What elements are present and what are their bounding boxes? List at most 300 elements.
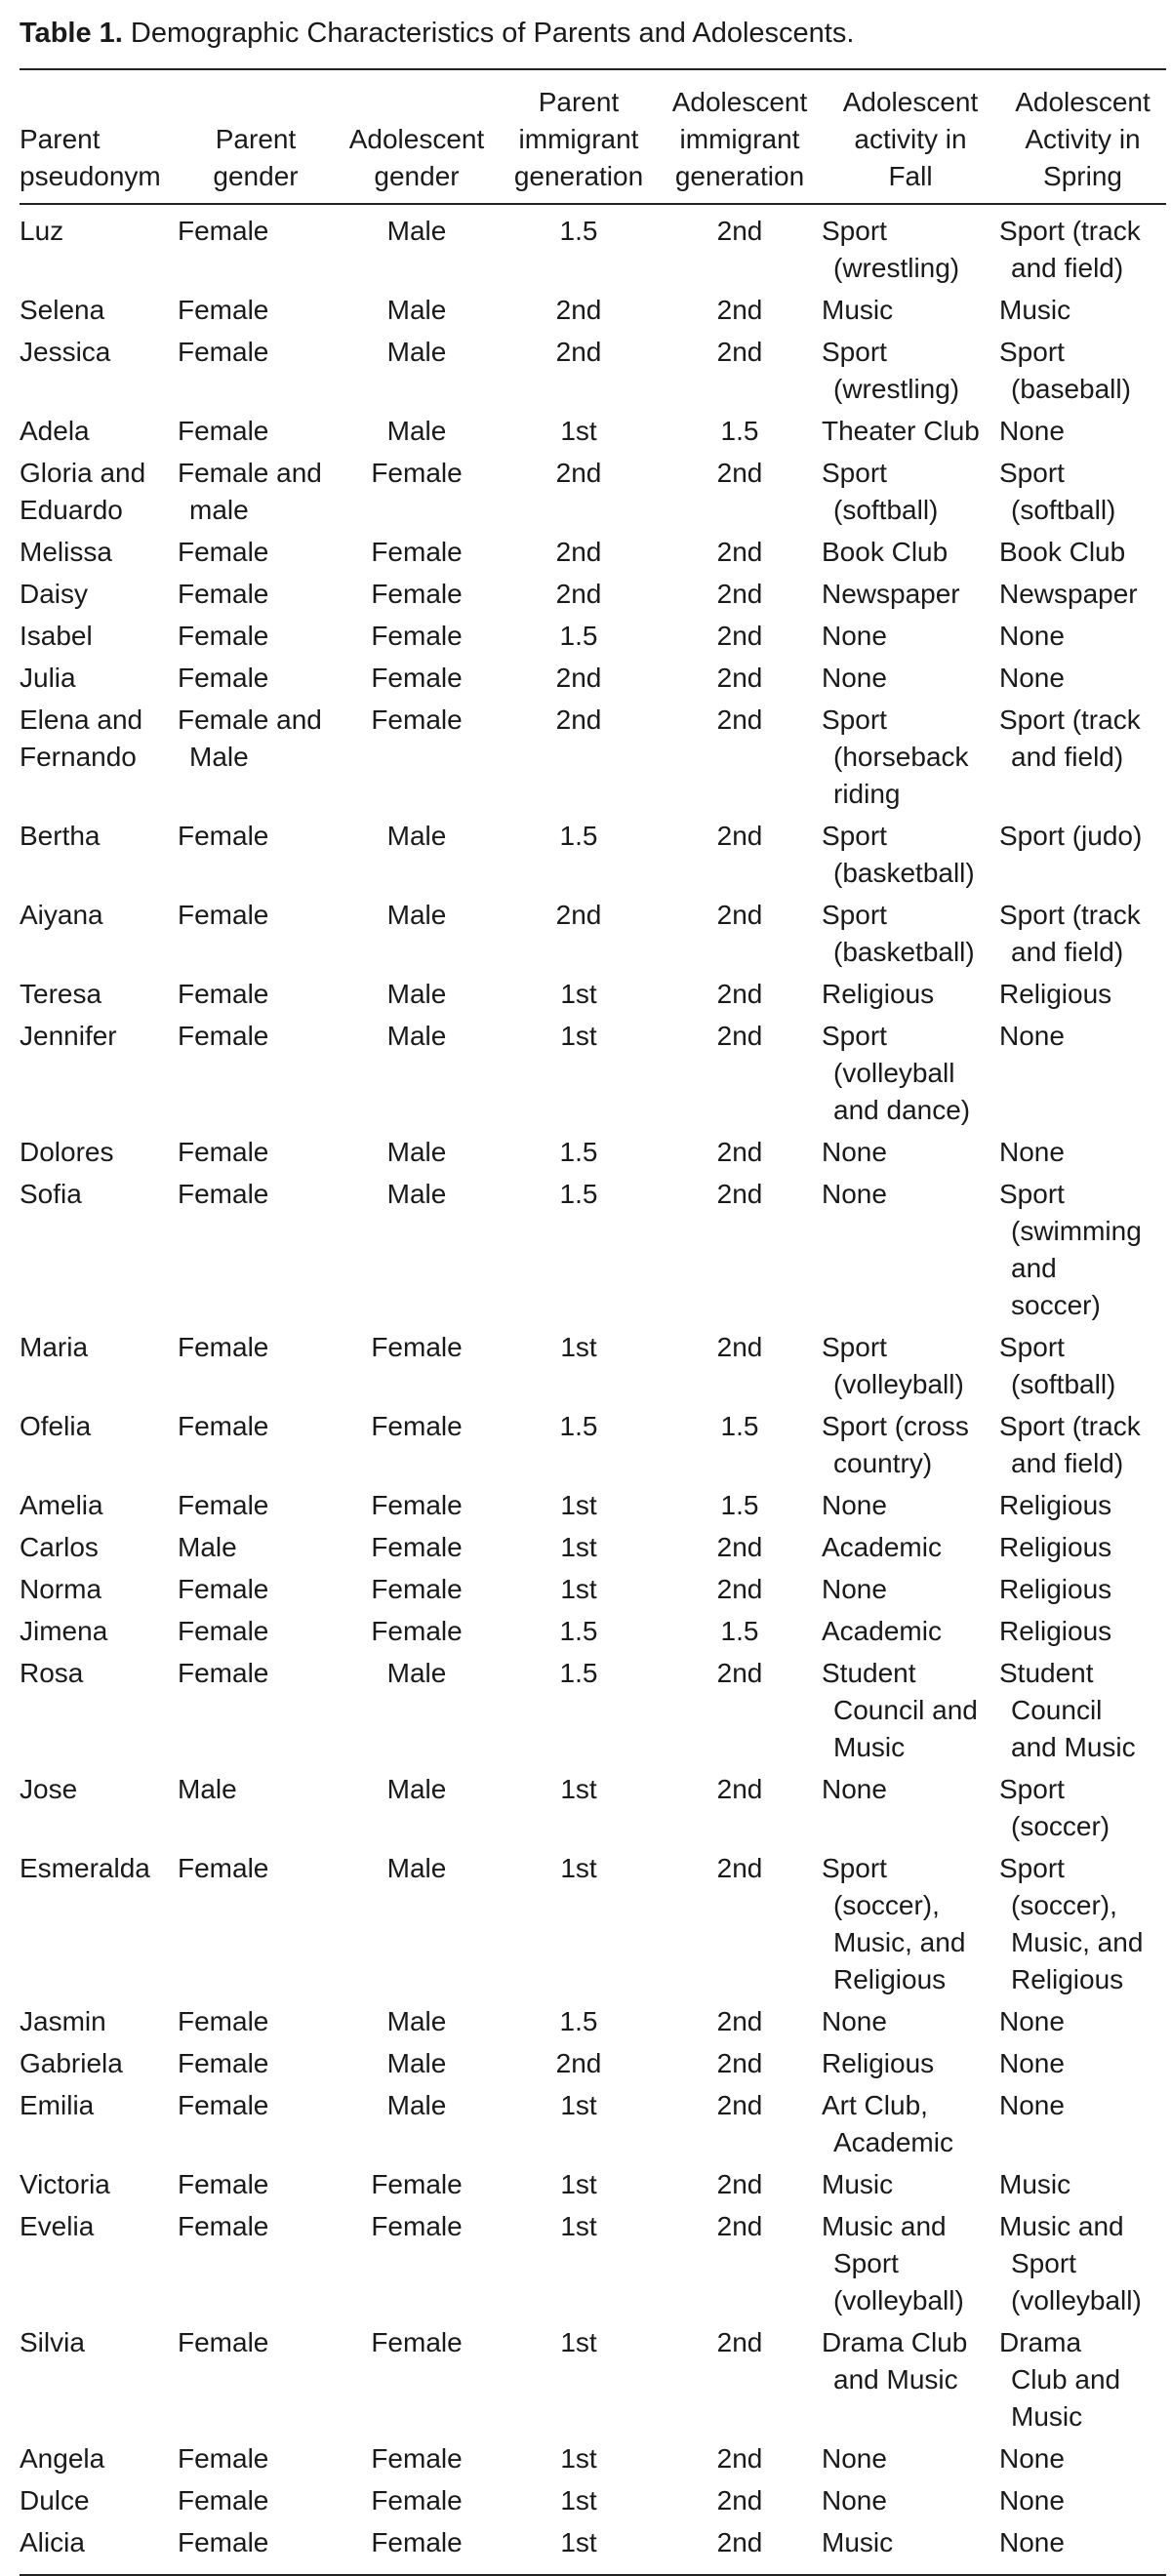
- cell-parent-gender: [178, 1527, 334, 1569]
- cell-line: Sport (track: [999, 704, 1141, 735]
- cell-line: and Music: [1011, 1732, 1136, 1762]
- cell-adolescent-generation: 2nd: [716, 704, 763, 735]
- cell-activity-spring: [999, 2043, 1166, 2085]
- cell-line: Aiyana: [20, 900, 103, 930]
- cell-line: None: [999, 2048, 1065, 2078]
- cell-activity-spring: [999, 2522, 1166, 2564]
- cell-line: male: [189, 495, 249, 525]
- cell-line: Sport (track: [999, 1411, 1141, 1441]
- cell-activity-fall: [822, 2438, 999, 2480]
- cell-pseudonym: [20, 895, 178, 974]
- cell-line: Sport: [822, 821, 887, 851]
- cell-pseudonym: [20, 1406, 178, 1485]
- cell-pseudonym: [20, 290, 178, 332]
- table-row: [20, 816, 1166, 895]
- table-row: [20, 895, 1166, 974]
- cell-activity-fall: [822, 816, 999, 895]
- cell-line: Academic: [822, 1616, 942, 1646]
- cell-activity-spring: [999, 211, 1166, 290]
- cell-line: Female: [178, 1574, 269, 1604]
- cell-activity-fall: [822, 1769, 999, 1848]
- cell-adolescent-gender: Female: [371, 1616, 463, 1646]
- cell-line: None: [822, 2006, 887, 2036]
- cell-line: None: [999, 1021, 1065, 1051]
- cell-parent-generation: 1st: [560, 416, 597, 446]
- cell-parent-generation: 1.5: [559, 1658, 598, 1688]
- cell-line: Sofia: [20, 1179, 82, 1209]
- cell-line: Music: [1011, 2401, 1083, 2432]
- cell-activity-spring: [999, 1611, 1166, 1653]
- cell-activity-fall: [822, 2085, 999, 2164]
- cell-adolescent-gender: Female: [371, 1411, 463, 1441]
- cell-parent-generation: 1st: [560, 1532, 597, 1562]
- cell-line: and dance): [833, 1095, 971, 1125]
- cell-line: Sport (track: [999, 900, 1141, 930]
- table-row: [20, 1406, 1166, 1485]
- cell-parent-gender: [178, 2206, 334, 2322]
- cell-line: None: [999, 2485, 1065, 2516]
- cell-line: Newspaper: [822, 579, 960, 609]
- cell-line: Female: [178, 2485, 269, 2516]
- cell-parent-generation: 1st: [560, 2327, 597, 2357]
- table-row: [20, 411, 1166, 453]
- cell-line: Julia: [20, 663, 76, 693]
- cell-pseudonym: [20, 2522, 178, 2564]
- table-title: Demographic Characteristics of Parents and Adolescents.: [130, 18, 855, 49]
- cell-line: Drama: [999, 2327, 1082, 2357]
- cell-parent-generation: 1.5: [559, 216, 598, 246]
- cell-activity-fall: [822, 1848, 999, 2001]
- cell-parent-gender: [178, 574, 334, 616]
- cell-adolescent-gender: Male: [386, 1021, 447, 1051]
- cell-line: Rosa: [20, 1658, 84, 1688]
- cell-parent-gender: [178, 453, 334, 532]
- cell-line: Melissa: [20, 537, 112, 567]
- cell-parent-gender: [178, 616, 334, 658]
- cell-line: Music: [999, 295, 1071, 325]
- cell-parent-gender: [178, 2322, 334, 2438]
- cell-activity-fall: [822, 2206, 999, 2322]
- cell-parent-generation: 1st: [560, 1490, 597, 1520]
- cell-activity-fall: [822, 1653, 999, 1769]
- cell-parent-generation: 1st: [560, 1332, 597, 1362]
- cell-line: Club and: [1011, 2364, 1121, 2395]
- cell-line: Music: [833, 1732, 906, 1762]
- cell-line: Religious: [999, 1574, 1112, 1604]
- cell-parent-generation: 1st: [560, 2169, 597, 2199]
- cell-line: Music: [822, 2169, 894, 2199]
- cell-adolescent-generation: 2nd: [716, 1179, 763, 1209]
- cell-line: Religious: [1011, 1964, 1124, 1994]
- cell-parent-gender: [178, 1611, 334, 1653]
- cell-line: Bertha: [20, 821, 101, 851]
- table-row: [20, 1327, 1166, 1406]
- cell-line: Female: [178, 1490, 269, 1520]
- cell-parent-generation: 1st: [560, 1774, 597, 1804]
- table-label: Table 1.: [20, 18, 123, 49]
- cell-parent-gender: [178, 974, 334, 1016]
- cell-line: Angela: [20, 2443, 105, 2474]
- cell-line: Student: [999, 1658, 1094, 1688]
- cell-line: Female: [178, 337, 269, 367]
- cell-line: Music: [822, 295, 894, 325]
- cell-line: None: [822, 2443, 887, 2474]
- cell-line: Female: [178, 1411, 269, 1441]
- cell-line: None: [822, 1179, 887, 1209]
- cell-activity-spring: [999, 895, 1166, 974]
- cell-line: Academic: [833, 2127, 953, 2157]
- cell-line: (basketball): [833, 937, 975, 967]
- cell-line: None: [822, 2485, 887, 2516]
- cell-line: Sport: [822, 1021, 887, 1051]
- cell-adolescent-generation: 2nd: [716, 2090, 763, 2120]
- header-line: immigrant: [679, 124, 800, 154]
- header-line: Adolescent: [842, 87, 979, 117]
- cell-parent-generation: 1st: [560, 1021, 597, 1051]
- header-row: [20, 70, 1166, 203]
- cell-adolescent-gender: Female: [371, 1574, 463, 1604]
- cell-activity-spring: [999, 532, 1166, 574]
- cell-line: Female: [178, 2048, 269, 2078]
- table-row: [20, 332, 1166, 411]
- cell-activity-spring: [999, 1016, 1166, 1132]
- cell-adolescent-generation: 2nd: [716, 1658, 763, 1688]
- cell-adolescent-gender: Male: [386, 1658, 447, 1688]
- cell-line: (volleyball: [833, 1058, 955, 1088]
- cell-parent-gender: [178, 2522, 334, 2564]
- cell-pseudonym: [20, 1611, 178, 1653]
- cell-pseudonym: [20, 1527, 178, 1569]
- cell-pseudonym: [20, 574, 178, 616]
- cell-activity-fall: [822, 1406, 999, 1485]
- cell-line: Book Club: [822, 537, 949, 567]
- cell-line: Student: [822, 1658, 916, 1688]
- cell-activity-fall: [822, 2001, 999, 2043]
- cell-adolescent-generation: 2nd: [716, 663, 763, 693]
- table-row: [20, 616, 1166, 658]
- cell-adolescent-gender: Female: [371, 2443, 463, 2474]
- cell-activity-fall: [822, 974, 999, 1016]
- cell-pseudonym: [20, 411, 178, 453]
- cell-line: None: [822, 1490, 887, 1520]
- cell-parent-generation: 1.5: [559, 821, 598, 851]
- table-row: [20, 1527, 1166, 1569]
- header-line: generation: [674, 161, 805, 191]
- cell-parent-gender: [178, 290, 334, 332]
- cell-adolescent-gender: Female: [371, 579, 463, 609]
- cell-parent-generation: 1st: [560, 2527, 597, 2557]
- cell-pseudonym: [20, 700, 178, 816]
- header-line: immigrant: [518, 124, 639, 154]
- cell-adolescent-generation: 2nd: [716, 979, 763, 1009]
- cell-pseudonym: [20, 532, 178, 574]
- col-parent-generation: [500, 70, 658, 203]
- cell-line: and field): [1011, 253, 1124, 283]
- cell-line: Sport (track: [999, 216, 1141, 246]
- cell-pseudonym: [20, 1016, 178, 1132]
- cell-adolescent-generation: 2nd: [716, 337, 763, 367]
- table-row: [20, 2001, 1166, 2043]
- cell-line: Teresa: [20, 979, 102, 1009]
- cell-line: Religious: [999, 979, 1112, 1009]
- cell-adolescent-gender: Male: [386, 2048, 447, 2078]
- cell-parent-gender: [178, 1016, 334, 1132]
- cell-line: and field): [1011, 937, 1124, 967]
- cell-line: Sport: [822, 337, 887, 367]
- table-row: [20, 1174, 1166, 1327]
- cell-adolescent-generation: 2nd: [716, 1137, 763, 1167]
- cell-line: None: [999, 2090, 1065, 2120]
- cell-line: and: [1011, 1253, 1057, 1283]
- cell-activity-fall: [822, 2164, 999, 2206]
- cell-line: Jennifer: [20, 1021, 117, 1051]
- cell-parent-gender: [178, 1132, 334, 1174]
- header-line: pseudonym: [20, 161, 161, 191]
- cell-line: Evelia: [20, 2211, 95, 2241]
- cell-adolescent-gender: Female: [371, 704, 463, 735]
- cell-pseudonym: [20, 211, 178, 290]
- header-line: Activity in: [1025, 124, 1141, 154]
- cell-parent-generation: 2nd: [555, 900, 602, 930]
- table-row: [20, 1653, 1166, 1769]
- cell-line: Religious: [833, 1964, 947, 1994]
- cell-line: Ofelia: [20, 1411, 92, 1441]
- header-line: Parent: [538, 87, 620, 117]
- cell-line: riding: [833, 779, 901, 809]
- cell-activity-spring: [999, 453, 1166, 532]
- cell-adolescent-generation: 1.5: [720, 416, 759, 446]
- cell-parent-generation: 1st: [560, 979, 597, 1009]
- cell-line: Dolores: [20, 1137, 114, 1167]
- cell-parent-gender: [178, 1485, 334, 1527]
- header-line: gender: [213, 161, 299, 191]
- cell-activity-fall: [822, 211, 999, 290]
- cell-line: Sport (judo): [999, 821, 1143, 851]
- cell-line: Female: [178, 2169, 269, 2199]
- cell-parent-generation: 1.5: [559, 1411, 598, 1441]
- cell-line: Sport: [999, 458, 1065, 488]
- cell-pseudonym: [20, 453, 178, 532]
- cell-activity-spring: [999, 332, 1166, 411]
- cell-activity-spring: [999, 1406, 1166, 1485]
- col-activity-fall: [822, 70, 999, 203]
- cell-adolescent-gender: Male: [386, 2006, 447, 2036]
- cell-pseudonym: [20, 616, 178, 658]
- cell-line: Sport: [1011, 2248, 1076, 2278]
- cell-adolescent-gender: Male: [386, 2090, 447, 2120]
- table-row: [20, 2438, 1166, 2480]
- cell-line: (volleyball): [1011, 2285, 1142, 2315]
- cell-adolescent-gender: Male: [386, 1853, 447, 1883]
- table-row: [20, 2322, 1166, 2438]
- cell-line: Isabel: [20, 621, 93, 651]
- cell-adolescent-gender: Male: [386, 900, 447, 930]
- cell-parent-generation: 1st: [560, 2443, 597, 2474]
- cell-pseudonym: [20, 658, 178, 700]
- cell-activity-fall: [822, 700, 999, 816]
- cell-activity-fall: [822, 1527, 999, 1569]
- cell-activity-spring: [999, 658, 1166, 700]
- cell-activity-fall: [822, 2480, 999, 2522]
- cell-line: None: [822, 621, 887, 651]
- cell-adolescent-gender: Male: [386, 979, 447, 1009]
- cell-line: (wrestling): [833, 253, 960, 283]
- cell-activity-fall: [822, 332, 999, 411]
- col-parent-gender: [178, 70, 334, 203]
- cell-line: None: [999, 2006, 1065, 2036]
- cell-line: Academic: [822, 1532, 942, 1562]
- cell-line: Music, and: [833, 1927, 966, 1957]
- cell-adolescent-gender: Female: [371, 2485, 463, 2516]
- cell-adolescent-generation: 2nd: [716, 2443, 763, 2474]
- header-line: Fall: [888, 161, 933, 191]
- cell-line: None: [822, 1574, 887, 1604]
- cell-parent-generation: 1.5: [559, 1137, 598, 1167]
- cell-line: Jessica: [20, 337, 111, 367]
- cell-line: Silvia: [20, 2327, 85, 2357]
- cell-adolescent-gender: Male: [386, 295, 447, 325]
- cell-parent-generation: 2nd: [555, 295, 602, 325]
- cell-activity-spring: [999, 1327, 1166, 1406]
- cell-adolescent-generation: 2nd: [716, 1332, 763, 1362]
- table-row: [20, 290, 1166, 332]
- cell-adolescent-gender: Female: [371, 621, 463, 651]
- cell-line: (softball): [1011, 1369, 1116, 1399]
- cell-pseudonym: [20, 974, 178, 1016]
- cell-pseudonym: [20, 1485, 178, 1527]
- cell-line: Sport: [822, 1332, 887, 1362]
- cell-pseudonym: [20, 1132, 178, 1174]
- cell-line: Female: [178, 1179, 269, 1209]
- cell-line: Jasmin: [20, 2006, 106, 2036]
- cell-activity-spring: [999, 616, 1166, 658]
- cell-line: Book Club: [999, 537, 1126, 567]
- cell-parent-gender: [178, 895, 334, 974]
- cell-line: (horseback: [833, 742, 969, 772]
- cell-adolescent-gender: Female: [371, 537, 463, 567]
- cell-activity-fall: [822, 616, 999, 658]
- cell-parent-gender: [178, 332, 334, 411]
- cell-adolescent-gender: Male: [386, 216, 447, 246]
- cell-activity-fall: [822, 1327, 999, 1406]
- cell-pseudonym: [20, 2480, 178, 2522]
- cell-parent-generation: 2nd: [555, 579, 602, 609]
- cell-adolescent-generation: 2nd: [716, 821, 763, 851]
- cell-parent-gender: [178, 700, 334, 816]
- cell-activity-spring: [999, 2164, 1166, 2206]
- cell-pseudonym: [20, 2322, 178, 2438]
- cell-adolescent-generation: 2nd: [716, 621, 763, 651]
- cell-line: Female: [178, 2211, 269, 2241]
- cell-adolescent-gender: Female: [371, 1332, 463, 1362]
- cell-line: Sport: [822, 900, 887, 930]
- cell-line: (wrestling): [833, 374, 960, 404]
- cell-line: (soccer),: [1011, 1890, 1117, 1920]
- cell-line: None: [822, 1774, 887, 1804]
- cell-line: Female: [178, 2090, 269, 2120]
- cell-line: Sport: [822, 704, 887, 735]
- cell-parent-generation: 1.5: [559, 1616, 598, 1646]
- cell-line: Female and: [178, 704, 322, 735]
- cell-line: Norma: [20, 1574, 102, 1604]
- table-row: [20, 1016, 1166, 1132]
- cell-activity-fall: [822, 1611, 999, 1653]
- cell-pseudonym: [20, 2206, 178, 2322]
- cell-adolescent-gender: Male: [386, 821, 447, 851]
- cell-parent-generation: 2nd: [555, 2048, 602, 2078]
- cell-activity-fall: [822, 1132, 999, 1174]
- table-row: [20, 1569, 1166, 1611]
- cell-line: Religious: [999, 1616, 1112, 1646]
- cell-line: Female: [178, 2443, 269, 2474]
- cell-activity-fall: [822, 2322, 999, 2438]
- cell-line: Music: [822, 2527, 894, 2557]
- header-line: Adolescent: [671, 87, 808, 117]
- cell-parent-gender: [178, 1848, 334, 2001]
- cell-line: Religious: [822, 2048, 935, 2078]
- cell-activity-fall: [822, 2522, 999, 2564]
- cell-adolescent-gender: Male: [386, 416, 447, 446]
- cell-activity-spring: [999, 1174, 1166, 1327]
- cell-parent-gender: [178, 532, 334, 574]
- cell-line: Gabriela: [20, 2048, 123, 2078]
- cell-adolescent-generation: 2nd: [716, 2169, 763, 2199]
- cell-activity-spring: [999, 2085, 1166, 2164]
- cell-activity-spring: [999, 816, 1166, 895]
- cell-line: Female: [178, 216, 269, 246]
- cell-line: Male: [178, 1532, 237, 1562]
- cell-activity-spring: [999, 411, 1166, 453]
- cell-parent-gender: [178, 1653, 334, 1769]
- cell-line: Victoria: [20, 2169, 110, 2199]
- cell-line: Sport: [822, 458, 887, 488]
- cell-line: Sport: [999, 337, 1065, 367]
- cell-line: None: [999, 1137, 1065, 1167]
- cell-adolescent-gender: Female: [371, 458, 463, 488]
- cell-line: Sport: [999, 1853, 1065, 1883]
- cell-activity-spring: [999, 1485, 1166, 1527]
- cell-parent-gender: [178, 211, 334, 290]
- cell-line: Female: [178, 416, 269, 446]
- cell-pseudonym: [20, 1569, 178, 1611]
- cell-pseudonym: [20, 1848, 178, 2001]
- cell-line: Carlos: [20, 1532, 99, 1562]
- cell-adolescent-generation: 2nd: [716, 2211, 763, 2241]
- cell-parent-generation: 1st: [560, 2211, 597, 2241]
- cell-adolescent-generation: 2nd: [716, 1774, 763, 1804]
- cell-line: Female: [178, 2006, 269, 2036]
- cell-line: Daisy: [20, 579, 89, 609]
- table-row: [20, 532, 1166, 574]
- table-row: [20, 1848, 1166, 2001]
- cell-line: Female: [178, 2327, 269, 2357]
- cell-adolescent-generation: 2nd: [716, 1021, 763, 1051]
- cell-line: None: [999, 416, 1065, 446]
- cell-activity-fall: [822, 453, 999, 532]
- cell-pseudonym: [20, 2085, 178, 2164]
- cell-line: None: [999, 663, 1065, 693]
- cell-line: Religious: [999, 1490, 1112, 1520]
- cell-line: (swimming: [1011, 1216, 1142, 1246]
- cell-line: (basketball): [833, 858, 975, 888]
- cell-line: (volleyball): [833, 2285, 964, 2315]
- cell-parent-generation: 2nd: [555, 704, 602, 735]
- cell-adolescent-generation: 2nd: [716, 2006, 763, 2036]
- table-row: [20, 2043, 1166, 2085]
- cell-activity-fall: [822, 532, 999, 574]
- header-line: Adolescent: [1015, 87, 1151, 117]
- cell-adolescent-gender: Female: [371, 2211, 463, 2241]
